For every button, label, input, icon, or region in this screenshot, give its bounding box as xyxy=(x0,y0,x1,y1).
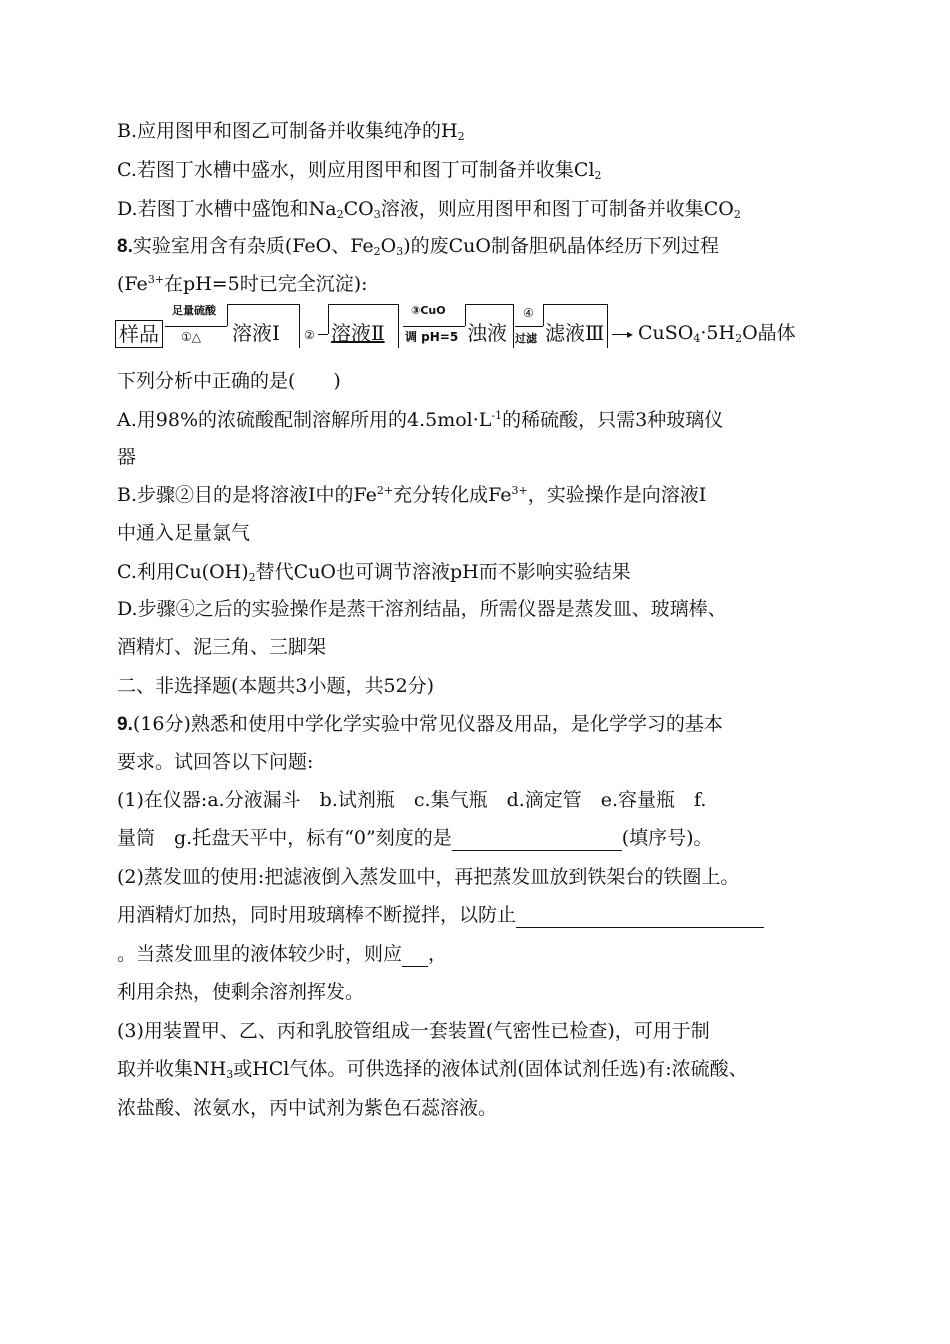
question-8-option-a-cont: 器 xyxy=(117,446,137,468)
flow-solution-1: 溶液Ⅰ xyxy=(232,321,280,345)
question-8-option-d-cont: 酒精灯、泥三角、三脚架 xyxy=(117,636,327,658)
question-9-part-2-cont2: 。当蒸发皿里的液体较少时，则应 ， xyxy=(117,943,448,965)
question-9-part-3-cont2: 浓盐酸、浓氨水，丙中试剂为紫色石蕊溶液。 xyxy=(117,1097,498,1119)
question-9-part-1: (1)在仪器:a.分液漏斗 b.试剂瓶 c.集气瓶 d.滴定管 e.容量瓶 f. xyxy=(117,789,707,811)
question-8-ask: 下列分析中正确的是( ) xyxy=(117,370,341,392)
flow-step1-reagent: 足量硫酸 xyxy=(172,304,216,317)
flow-turbid-liquid: 浊液 xyxy=(467,321,507,345)
question-9-part-3: (3)用装置甲、乙、丙和乳胶管组成一套装置(气密性已检查)，可用于制 xyxy=(117,1020,710,1042)
process-flow-diagram xyxy=(115,300,835,352)
flow-arrow-4 xyxy=(515,326,543,327)
arrowhead-icon: ▸ xyxy=(627,327,634,341)
flow-step4: ④ xyxy=(523,306,534,320)
question-8-option-b-cont: 中通入足量氯气 xyxy=(117,522,251,544)
question-9-part-2-cont3: 利用余热，使剩余溶剂挥发。 xyxy=(117,981,365,1003)
flow-step3-reagent: ③CuO xyxy=(411,304,446,317)
question-9-stem: 9.(16分)熟悉和使用中学化学实验中常见仪器及用品，是化学学习的基本 xyxy=(117,713,723,735)
answer-blank-3[interactable] xyxy=(402,946,428,967)
flow-arrow-1 xyxy=(165,326,227,327)
answer-blank-1[interactable] xyxy=(452,830,622,851)
question-8-option-b: B.步骤②目的是将溶液Ⅰ中的$Fe^{2+}$充分转化成$Fe^{3+}$，实验操作是向溶液Ⅰ xyxy=(117,484,707,506)
section-2-heading: 二、非选择题(本题共3小题，共52分) xyxy=(117,675,435,697)
question-8-option-a: A.用98%的浓硫酸配制溶解所用的$4.5mol\cdot L^{-1}$的稀硫酸，只需3种玻璃仪 xyxy=(117,409,724,431)
flow-arrow-2 xyxy=(318,334,328,335)
flow-step4-operation: 过滤 xyxy=(515,332,537,345)
option-d-prev: D.若图丁水槽中盛饱和$Na_2CO_3$溶液，则应用图甲和图丁可制备并收集$CO_2$ xyxy=(117,198,741,221)
option-b-prev: B.应用图甲和图乙可制备并收集纯净的$H_2$ xyxy=(117,120,465,143)
question-9-part-2: (2)蒸发皿的使用:把滤液倒入蒸发皿中，再把蒸发皿放到铁架台的铁圈上。 xyxy=(117,866,740,888)
question-9-part-1-cont: 量筒 g.托盘天平中，标有“0”刻度的是 (填序号)。 xyxy=(117,827,713,849)
flow-solution-2: 溶液Ⅱ xyxy=(331,321,385,345)
flow-step2: ② xyxy=(304,328,315,342)
question-9-part-3-cont: 取并收集$NH_3$或HCl气体。可供选择的液体试剂(固体试剂任选)有:浓硫酸、 xyxy=(117,1058,748,1081)
flow-sample-box: 样品 xyxy=(115,320,163,348)
flow-step1-condition: ①△ xyxy=(181,330,201,344)
question-8-stem: 8.实验室用含有杂质(FeO、$Fe_2O_3$)的废CuO制备胆矾晶体经历下列过程 xyxy=(117,235,719,258)
flow-filtrate-3: 滤液Ⅲ xyxy=(545,321,605,345)
option-c-prev: C.若图丁水槽中盛水，则应用图甲和图丁可制备并收集$Cl_2$ xyxy=(117,159,602,182)
flow-step3-condition: 调 pH=5 xyxy=(405,330,459,344)
question-9-stem-cont: 要求。试回答以下问题: xyxy=(117,751,314,773)
flow-bracket-1 xyxy=(227,304,299,305)
flow-arrow-3 xyxy=(403,326,465,327)
question-8-option-c: C.利用$Cu(OH)_2$替代CuO也可调节溶液pH而不影响实验结果 xyxy=(117,561,631,584)
question-8-option-d: D.步骤④之后的实验操作是蒸干溶剂结晶，所需仪器是蒸发皿、玻璃棒、 xyxy=(117,598,727,620)
answer-blank-2[interactable] xyxy=(516,907,764,928)
question-8-condition: ($Fe^{3+}$在pH=5时已完全沉淀): xyxy=(117,273,368,295)
flow-product: $CuSO_4\cdot 5H_2O$晶体 xyxy=(638,322,796,345)
question-9-part-2-cont: 用酒精灯加热，同时用玻璃棒不断搅拌，以防止 xyxy=(117,902,764,928)
